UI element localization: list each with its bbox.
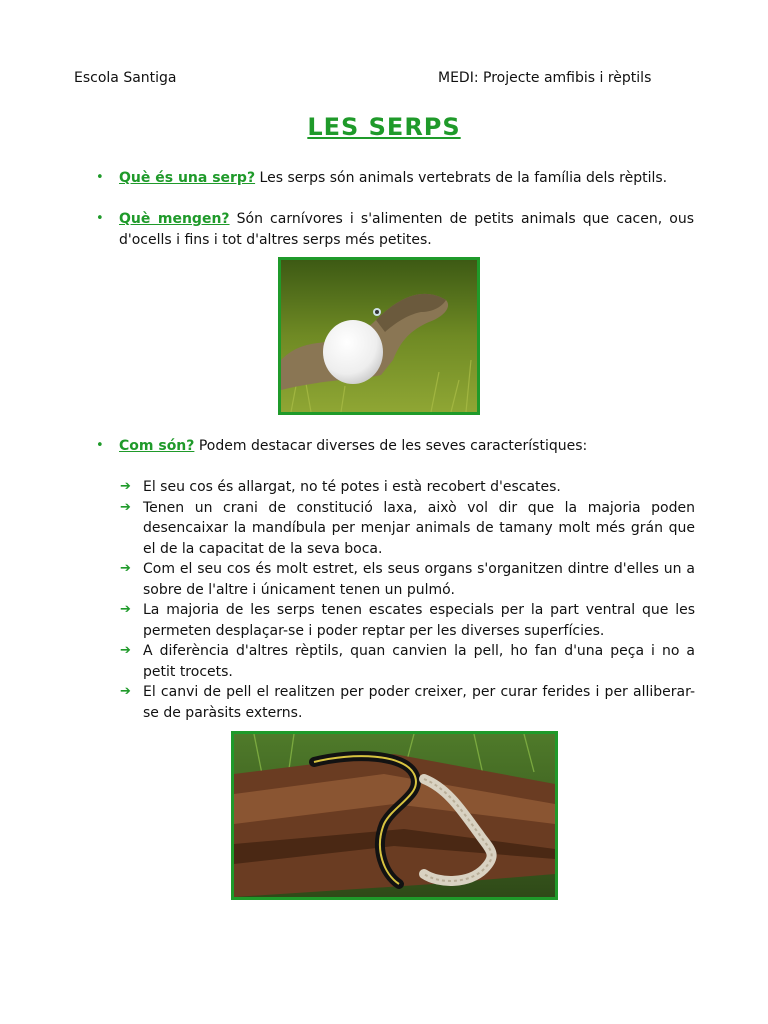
arrow-right-icon: ➔ (120, 602, 131, 617)
arrow-right-icon: ➔ (120, 479, 131, 494)
arrow-right-icon: ➔ (120, 643, 131, 658)
page-header (74, 70, 674, 90)
answer-text: Podem destacar diverses de les seves característiques: (194, 438, 588, 454)
snake-shedding-image (234, 734, 555, 897)
question-label: Què mengen? (119, 211, 230, 227)
answer-text: Les serps són animals vertebrats de la família dels rèptils. (255, 170, 668, 186)
arrow-right-icon: ➔ (120, 684, 131, 699)
list-item: ➔ Com el seu cos és molt estret, els seus organs s'organitzen dintre d'elles un a sobre de l'altre i únicament tenen un pulmó. (120, 561, 695, 598)
section-what-is (96, 168, 694, 189)
characteristics-list (120, 477, 695, 723)
arrow-right-icon: ➔ (120, 499, 131, 515)
answer-text: Són carnívores i s'alimenten de petits animals que cacen, ous d'ocells i fins i tot d'altres serps més petites. (119, 211, 694, 248)
list-item: ➔ El seu cos és allargat, no té potes i està recobert d'escates. (120, 477, 695, 498)
bullet-dot-icon: • (96, 438, 104, 453)
snake-shedding-photo (231, 731, 558, 900)
question-label: Què és una serp? (119, 170, 256, 186)
list-item: ➔ Tenen un crani de constitució laxa, això vol dir que la majoria poden desencaixar la mandíbula per menjar animals de tamany molt més grán que el de la capacitat de la seva boca. (120, 499, 695, 557)
question-label: Com són? (119, 438, 195, 454)
list-item: ➔ La majoria de les serps tenen escates especials per la part ventral que les permeten desplaçar-se i poder reptar per les diverses superfícies. (120, 602, 695, 639)
page-title: LES SERPS (307, 113, 461, 141)
list-item: ➔ A diferència d'altres rèptils, quan canvien la pell, ho fan d'una peça i no a petit trocets. (120, 643, 695, 680)
bullet-dot-icon: • (96, 211, 104, 226)
list-item: ➔ El canvi de pell el realitzen per poder creixer, per curar ferides i per alliberar-se de paràsits externs. (120, 684, 695, 721)
snake-egg-photo (278, 257, 480, 415)
arrow-right-icon: ➔ (120, 561, 131, 576)
section-how-are (96, 436, 694, 457)
bullet-dot-icon: • (96, 170, 104, 185)
section-what-eat (96, 209, 694, 250)
school-name: Escola Santiga (74, 70, 177, 86)
snake-egg-image (281, 260, 477, 412)
project-name: MEDI: Projecte amfibis i rèptils (438, 70, 652, 86)
